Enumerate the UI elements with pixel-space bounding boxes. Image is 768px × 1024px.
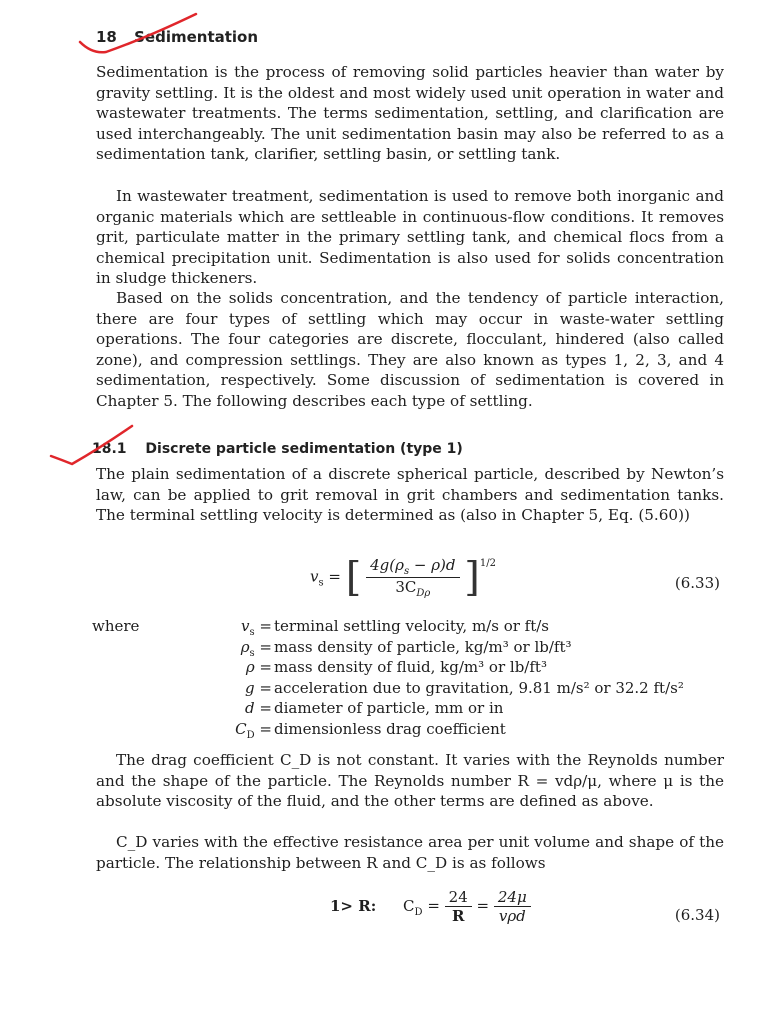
definition-text: acceleration due to gravitation, 9.81 m/s² or 32.2 ft/s²	[274, 678, 684, 697]
eq1-lhs: v	[310, 567, 319, 586]
eq2-fraction-2	[494, 888, 531, 925]
equation-number-6-33: (6.33)	[674, 574, 720, 592]
eq1-numerator: 4g(ρ	[370, 556, 404, 574]
section-number: 18	[96, 28, 117, 46]
equation-settling-velocity: $v_s$ = [ $\frac{4g(\rho_s - \rho)d}{3C_{D\rho}}$ ]$^{1/2}$	[310, 554, 496, 601]
eq2-lhs-sub: D	[414, 906, 423, 918]
eq2-fraction-1	[445, 888, 472, 925]
eq2-condition: 1> R:	[330, 896, 377, 915]
definition-row	[92, 698, 692, 719]
eq2-frac1-den: R	[451, 907, 465, 925]
variable-definitions	[92, 616, 692, 739]
paragraph-intro: Sedimentation is the process of removing solid particles heavier than water by gravity settling. It is the oldest and most widely used unit operation in water and wastewater treatments. The terms sedimentation, settling, and clarification are used interchangeably. The unit sedimentation basin may also be referred to as a sedimentation tank, clarifier, settling basin, or settling tank.	[96, 63, 724, 163]
paragraph-settling-types: Based on the solids concentration, and the tendency of particle interaction, there are four types of settling which may occur in waste-water settling operations. The four categories are discrete, flocculant, hindered (also called zone), and compression settlings. They are also known as types 1, 2, 3, and 4 sedimentation, respectively. Some discussion of sedimentation is covered in Chapter 5. The following describes each type of settling.	[96, 289, 724, 410]
paragraph-cd-relationship: C_D varies with the effective resistance area per unit volume and shape of the particle. The relationship between R and C_D is as follows	[96, 833, 724, 872]
paragraph-discrete: The plain sedimentation of a discrete spherical particle, described by Newton’s law, can be applied to grit removal in grit chambers and sedimentation tanks. The terminal settling velocity is determined as (also in Chapter 5, Eq. (5.60))	[96, 465, 724, 524]
definition-symbol: g =	[245, 678, 272, 697]
eq1-denominator-sub: Dρ	[416, 588, 431, 599]
eq2-lhs: C	[403, 896, 415, 915]
paragraph-drag-coefficient: The drag coefficient C_D is not constant. It varies with the Reynolds number and the shape of the particle. The Reynolds number R = vdρ/μ, where μ is the absolute viscosity of the fluid, and the other terms are defined as above.	[96, 751, 724, 810]
definition-text: mass density of fluid, kg/m³ or lb/ft³	[274, 658, 547, 676]
eq1-denominator: 3C	[395, 578, 417, 596]
definition-text: dimensionless drag coefficient	[274, 719, 506, 738]
equation-drag-coefficient: 1> R: $C_D$ = $\frac{24}{R}$ = $\frac{24\mu}{\text{vρd}}$	[330, 888, 531, 925]
definition-row	[92, 678, 692, 699]
definition-text: terminal settling velocity, m/s or ft/s	[274, 617, 549, 635]
eq2-frac2-num: 24μ	[494, 888, 531, 907]
where-label: where	[92, 617, 140, 635]
eq1-lhs-sub: s	[318, 577, 324, 589]
definition-row	[92, 637, 692, 658]
eq1-numerator-sub: s	[403, 566, 410, 577]
eq1-fraction	[366, 556, 459, 599]
subsection-heading	[92, 441, 463, 457]
subsection-number: 18.1	[92, 441, 127, 457]
definition-row	[92, 616, 692, 637]
eq2-frac1-num: 24	[445, 888, 472, 907]
left-bracket: [	[345, 554, 362, 601]
eq2-frac2-den: vρd	[498, 907, 526, 925]
equation-number-6-34: (6.34)	[674, 906, 720, 924]
definition-text: diameter of particle, mm or in	[274, 699, 504, 717]
paragraph-wastewater: In wastewater treatment, sedimentation is used to remove both inorganic and organic materials which are settleable in continuous-flow conditions. It removes grit, particulate matter in the primary settling tank, and chemical flocs from a chemical precipitation unit. Sedimentation is also used for solids concentration in sludge thickeners.	[96, 187, 724, 287]
right-bracket: ]	[464, 554, 480, 601]
definition-symbol: $v_s$ =	[241, 617, 272, 638]
definition-symbol: ρ =	[245, 658, 272, 676]
subsection-title: Discrete particle sedimentation (type 1)	[145, 441, 463, 457]
definition-text: mass density of particle, kg/m³ or lb/ft³	[274, 637, 572, 656]
definition-row	[92, 657, 692, 678]
eq1-numerator-tail: − ρ)d	[409, 556, 456, 574]
definition-symbol: d =	[245, 699, 272, 717]
section-heading	[96, 28, 258, 46]
definition-symbol: $C_D$ =	[235, 719, 272, 741]
eq1-exponent: 1/2	[479, 557, 496, 569]
section-title: Sedimentation	[134, 28, 259, 46]
definition-symbol: $\rho_s$ =	[240, 637, 272, 659]
definition-row	[92, 719, 692, 740]
